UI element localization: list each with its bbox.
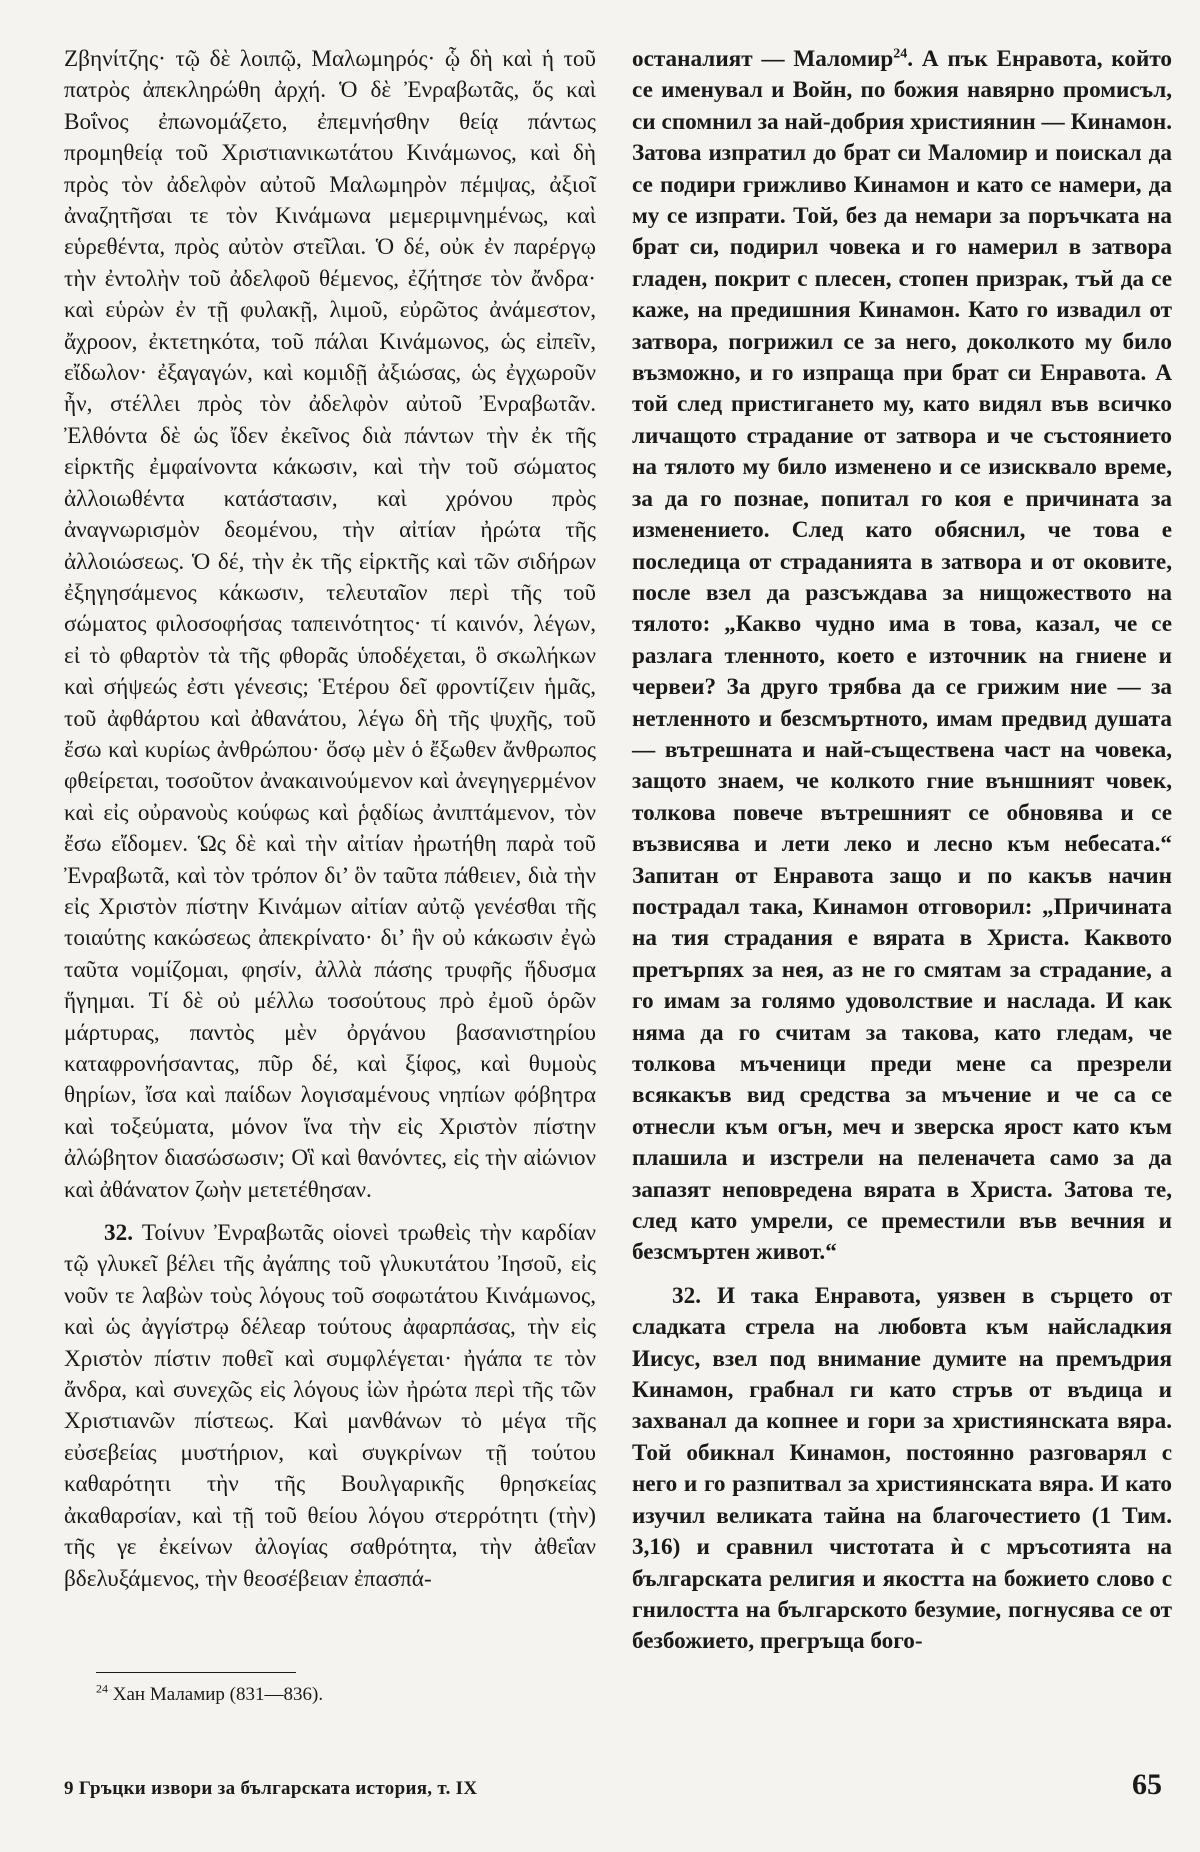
printer-signature: 9 Гръцки извори за българската история, т. IX bbox=[64, 1778, 478, 1799]
greek-text-column bbox=[64, 44, 596, 1595]
bulgarian-paragraph-1 bbox=[632, 44, 1172, 1269]
bulgarian-text-column bbox=[632, 44, 1172, 1658]
bulgarian-paragraph-1-start: останалият — Маломир bbox=[632, 46, 894, 72]
page-number: 65 bbox=[1132, 1768, 1162, 1801]
bulgarian-section-number: 32. bbox=[672, 1282, 701, 1309]
greek-section-number: 32. bbox=[104, 1220, 133, 1247]
footnote bbox=[96, 1682, 323, 1708]
greek-paragraph-2-text: Τοίνυν Ἐνραβωτᾶς οἱονεὶ τρωθεὶς τὴν καρδίαν τῷ γλυκεῖ βέλει τῆς ἀγάπης τοῦ γλυκυτάτου Ἰησοῦ, εἰς νοῦν τε λαβὼν τοὺς λόγους τοῦ σοφωτάτου Κινάμωνος, καὶ ὡς ἀγγίστρῳ δέλεαρ τούτους ἀφαρπάσας, τὴν εἰς Χριστὸν πίστιν ποθεῖ καὶ συμφλέγεται· ἠγάπα τε τὸν ἄνδρα, καὶ συνεχῶς εἰς λόγους ἰὼν ἠρώτα περὶ τῆς τῶν Χριστιανῶν πίστεως. Καὶ μανθάνων τὸ μέγα τῆς εὐσεβείας μυστήριον, καὶ συγκρίνων τῇ τούτου καθαρότητι τὴν τῆς Βουλγαρικῆς θρησκείας ἀκαθαρσίαν, καὶ τῇ τοῦ θείου λόγου στερρότητι (τὴν) τῆς γε ἐκείνων ἀλογίας σαθρότητα, τὴν ἀθεΐαν βδελυξάμενος, τὴν θεοσέβειαν ἐπασπά- bbox=[64, 1220, 596, 1592]
greek-paragraph-2 bbox=[64, 1218, 596, 1595]
footnote-marker: 24 bbox=[893, 46, 908, 62]
footnote-text: Хан Маламир (831—836). bbox=[112, 1684, 324, 1705]
footnote-number: 24 bbox=[96, 1681, 108, 1696]
footnote-divider bbox=[96, 1672, 296, 1673]
greek-paragraph-1: Ζβηνίτζης· τῷ δὲ λοιπῷ, Μαλωμηρός· ᾧ δὴ καὶ ἡ τοῦ πατρὸς ἀπεκληρώθη ἀρχή. Ὁ δὲ Ἐνραβωτᾶς, ὅς καὶ Βοΐνος ἐπωνομάζετο, ἐπεμνήσθην θείᾳ πάντως προμηθείᾳ τοῦ Χριστιανικωτάτου Κινάμωνος, καὶ δὴ πρὸς τὸν ἀδελφὸν αὐτοῦ Μαλωμηρὸν πέμψας, ἀξιοῖ ἀναζητῆσαι τε τὸν Κινάμωνα μεμεριμνημένως, καὶ εὑρεθέντα, πρὸς αὐτὸν στεῖλαι. Ὁ δέ, οὐκ ἐν παρέργῳ τὴν ἐντολὴν τοῦ ἀδελφοῦ θέμενος, ἐζήτησε τὸν ἄνδρα· καὶ εὑρὼν ἐν τῇ φυλακῇ, λιμοῦ, εὐρῶτος ἀνάμεστον, ἄχροον, ἐκτετηκότα, τοῦ πάλαι Κινάμωνος, ὡς εἰπεῖν, εἴδωλον· ἐξαγαγών, καὶ κομιδῇ ἀξιώσας, ὡς ἐγχωροῦν ἦν, στέλλει πρὸς τὸν ἀδελφὸν αὐτοῦ Ἐνραβωτᾶν. Ἐλθόντα δὲ ὡς ἴδεν ἐκεῖνος διὰ πάντων τὴν ἐκ τῆς εἱρκτῆς ἐμφαίνοντα κάκωσιν, καὶ τὴν τοῦ σώματος ἀλλοιωθέντα κατάστασιν, καὶ χρόνου πρὸς ἀναγνωρισμὸν δεομένου, τὴν αἰτίαν ἠρώτα τῆς ἀλλοιώσεως. Ὁ δέ, τὴν ἐκ τῆς εἱρκτῆς καὶ τῶν σιδήρων ἐξηγησάμενος κάκωσιν, τελευταῖον περὶ τῆς τοῦ σώματος φιλοσοφήσας ταπεινότητος· τί καινόν, λέγων, εἰ τὸ φθαρτὸν τὰ τῆς φθορᾶς ὑποδέχεται, ὃ σκωλήκων καὶ σήψεώς ἐστι γένεσις; Ἑτέρου δεῖ φροντίζειν ἡμᾶς, τοῦ ἀφθάρτου καὶ ἀθανάτου, λέγω δὴ τῆς ψυχῆς, τοῦ ἔσω καὶ κυρίως ἀνθρώπου· ὅσῳ μὲν ὁ ἔξωθεν ἄνθρωπος φθείρεται, τοσοῦτον ἀνακαινούμενον καὶ ἀνεγηγερμένον καὶ εἰς οὐρανοὺς κούφως καὶ ῥᾳδίως ἀνιπτάμενον, τὸν ἔσω εἴδομεν. Ὡς δὲ καὶ τὴν αἰτίαν ἠρωτήθη παρὰ τοῦ Ἐνραβωτᾶ, καὶ τὸν τρόπον δι’ ὃν ταῦτα πάθειεν, διὰ τὴν εἰς Χριστὸν πίστην Κινάμων αἰτίαν αὐτῷ γενέσθαι τῆς τοιαύτης κακώσεως ἀπεκρίνατο· δι’ ἣν οὐ κάκωσιν ἐγὼ ταῦτα νομίζομαι, φησίν, ἀλλὰ πάσης τρυφῆς ἥδυσμα ἥγημαι. Τί δὲ οὐ μέλλω τοσούτους πρὸ ἐμοῦ ὁρῶν μάρτυρας, παντὸς μὲν ὀργάνου βασανιστηρίου καταφρονήσαντας, πῦρ δέ, καὶ ξίφος, καὶ θυμοὺς θηρίων, ἴσα καὶ παίδων λογισαμένους νηπίων φόβητρα καὶ τοξεύματα, μόνον ἵνα τὴν εἰς Χριστὸν πίστην ἀλώβητον διασώσωσιν; Οἳ καὶ θανόντες, εἰς τὴν αἰώνιον καὶ ἀθάνατον ζωὴν μετετέθησαν. bbox=[64, 46, 596, 1203]
bulgarian-paragraph-2 bbox=[632, 1281, 1172, 1658]
bulgarian-paragraph-2-text: И така Енравота, уязвен в сърцето от сладката стрела на любовта към найсладкия Иисус, взел под внимание думите на премъдрия Кинамон, грабнал ги като стръв от въдица и захванал да копнее и гори за християнската вяра. Той обикнал Кинамон, постоянно разговарял с него и го разпитвал за християнската вяра. И като изучил великата тайна на благочестието (1 Тим. 3,16) и сравнил чистотата ѝ с мръсотията на българската религия и якостта на божието слово с гнилостта на българското безумие, погнусява се от безбожието, прегръща бого- bbox=[632, 1282, 1172, 1655]
bulgarian-paragraph-1-rest: . А пък Енравота, който се именувал и Войн, по божия навярно промисъл, си спомнил за най-добрия християнин — Кинамон. Затова изпратил до брат си Маломир и поискал да се подири грижливо Кинамон и като се намери, да му се изпрати. Той, без да немари за поръчката на брат си, подирил човека и го намерил в затвора гладен, покрит с плесен, стопен призрак, тъй да се каже, на предишния Кинамон. Като го извадил от затвора, погрижил се за него, доколкото му било възможно, и го изпраща при брат си Енравота. А той след пристигането му, като видял във всичко личащото страдание от затвора и че състоянието на тялото му било изменено и се изисквало време, за да го познае, попитал го коя е причината за изменението. След като обяснил, че това е последица от страданията в затвора и от оковите, после взел да разсъждава за нищожеството на тялото: „Какво чудно има в това, казал, че се разлага тленното, което е източник на гниене и червеи? За друго трябва да се грижим ние — за нетленното и безсмъртното, имам предвид душата — вътрешната и най-съществена част на човека, защото знаем, че колкото гние външният човек, толкова повече вътрешният се обновява и се възвисява и лети леко и лесно към небесата.“ Запитан от Енравота защо и по какъв начин пострадал така, Кинамон отговорил: „Причината на тия страдания е вярата в Христа. Каквото претърпях за нея, аз не го смятам за страдание, а го имам за голямо удоволствие и наслада. И как няма да го считам за такова, като гледам, че толкова мъченици преди мене са презрели всякакъв вид средства за мъчение и че са се отнесли към огън, меч и зверска ярост като към плашила и изстрели на пеленачета само за да запазят неповредена вярата в Христа. Затова те, след като умрели, се преместили във вечния и безсмъртен живот.“ bbox=[632, 46, 1172, 1266]
